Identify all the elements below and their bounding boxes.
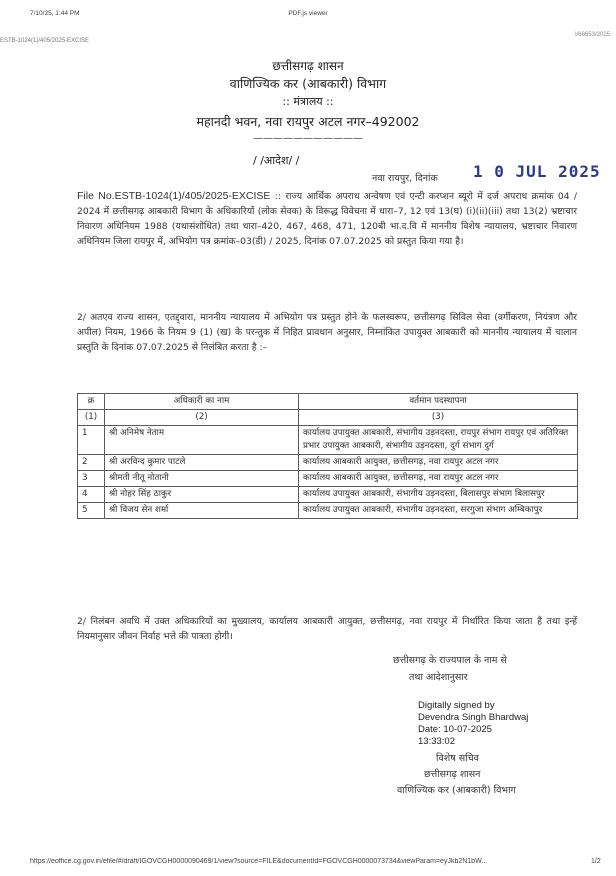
file-reference: ESTB-1024(1)/405/2025-EXCISE [0,38,90,44]
officers-table [77,393,578,519]
row-serial: 1 [78,426,105,455]
table-row [78,487,578,503]
table-row [78,426,578,455]
ministry-heading: :: मंत्रालय :: [282,95,334,108]
paragraph-1 [77,189,577,249]
date-stamp: 1 0 JUL 2025 [473,162,601,181]
colnum-3: (3) [299,410,578,426]
table-row [78,455,578,471]
table-row [78,503,578,519]
officer-posting: कार्यालय आबकारी आयुक्त, छत्तीसगढ़, नवा रायपुर अटल नगर [299,455,578,471]
order-title: / /आदेश/ / [253,154,300,167]
officer-posting: कार्यालय उपायुक्त आबकारी, संभागीय उड़नदस्ता, रायपुर संभाग रायपुर एवं अतिरिक्त प्रभार उपायुक्त आबकारी, संभागीय उड़नदस्ता, दुर्ग संभाग दुर्ग [299,426,578,455]
page-reference: I/68653/2025 [574,32,610,38]
paragraph-2: 2/ अतएव राज्य शासन, एतद्द्वारा, माननीय न्यायालय में अभियोग पत्र प्रस्तुत होने के फलस्वरूप, छत्तीसगढ़ सिविल सेवा (वर्गीकरण, नियंत्रण और अपील) नियम, 1966 के नियम 9 (1) (ख) के परन्तुक में निहित प्रावधान अनुसार, निम्नांकित उपायुक्त आबकारी को माननीय न्यायालय में चालान प्रस्तुति के दिनांक 07.07.2025 से निलंबित करता है :– [77,312,577,353]
page-counter: 1/2 [591,858,601,865]
row-serial: 3 [78,471,105,487]
heading-rule: ——————————— [253,133,363,144]
colnum-2: (2) [105,410,299,426]
officer-name: श्री विजय सेन शर्मा [105,503,299,519]
table-header-row [78,394,578,410]
officer-name: श्रीमती नीतू नोतानी [105,471,299,487]
signature-time: 13:33:02 [418,736,455,747]
department-heading: वाणिज्यिक कर (आबकारी) विभाग [229,76,387,91]
paragraph-3: 2/ निलंबन अवधि में उक्त अधिकारियों का मुख्यालय, कार्यालय आबकारी आयुक्त, छत्तीसगढ़, नवा रायपुर में निर्धारित किया जाता है तथा इन्हें नियमानुसार जीवन निर्वाह भत्ते की पात्रता होगी। [77,616,577,642]
table-row [78,471,578,487]
header-posting: वर्तमान पदस्थापना [299,394,578,410]
officer-posting: कार्यालय आबकारी आयुक्त, छत्तीसगढ़, नवा रायपुर अटल नगर [299,471,578,487]
govt-heading: छत्तीसगढ़ शासन [272,59,344,73]
table-colnum-row [78,410,578,426]
officer-name: श्री नोहर सिंह ठाकुर [105,487,299,503]
viewer-title: PDF.js viewer [288,10,328,17]
digital-signature [418,700,528,748]
officer-posting: कार्यालय उपायुक्त आबकारी, संभागीय उड़नदस्ता, सरगुजा संभाग अम्बिकापुर [299,503,578,519]
office-address: महानदी भवन, नवा रायपुर अटल नगर–492002 [196,114,420,129]
officer-name: श्री अरविन्द कुमार पाटले [105,455,299,471]
digital-signed-by: Digitally signed by [418,700,495,711]
place-date-label: नवा रायपुर, दिनांक [372,173,438,184]
row-serial: 4 [78,487,105,503]
order-authority-line: तथा आदेशानुसार [409,672,468,683]
paragraph-1-text: :: राज्य आर्थिक अपराध अन्वेषण एवं एन्टी करप्शन ब्यूरो में दर्ज अपराध क्रमांक 04 / 2024 में छत्तीसगढ़ आबकारी विभाग के अधिकारियों (लोक सेवक) के विरूद्ध विवेचना में धारा–7, 12 एवं 13(घ) (i)(ii)(iii) तथा 13(2) भ्रष्टाचार निवारण अधिनियम 1988 (यथासंशोधित) तथा धारा–420, 467, 468, 471, 120बी भा.द.वि में माननीय विशेष न्यायालय, भ्रष्टाचार निवारण अधिनियम जिला रायपुर में, अभियोग पत्र क्रमांक–03(डी) / 2025, दिनांक 07.07.2025 को प्रस्तुत किया गया है। [77,191,577,247]
officer-name: श्री अनिमेष नेताम [105,426,299,455]
row-serial: 2 [78,455,105,471]
footer-url[interactable]: https://eoffice.cg.gov.in/efile/#/draft/IGOVCGH0000090469/1/view?source=FILE&documentId=FGOVCGH0000073734&viewParam=eyJkb2N1bW... [30,858,488,865]
header-serial: क्र [78,394,105,410]
row-serial: 5 [78,503,105,519]
file-number: File No.ESTB-1024(1)/405/2025-EXCISE [77,190,271,202]
colnum-1: (1) [78,410,105,426]
header-officer-name: अधिकारी का नाम [105,394,299,410]
signature-date: Date: 10-07-2025 [418,724,492,735]
signature-dept: वाणिज्यिक कर (आबकारी) विभाग [397,785,516,796]
signer-name: Devendra Singh Bhardwaj [418,712,529,723]
signature-govt: छत्तीसगढ़ शासन [424,769,481,780]
designation: विशेष सचिव [436,753,479,764]
officer-posting: कार्यालय उपायुक्त आबकारी, संभागीय उड़नदस्ता, बिलासपुर संभाग बिलासपुर [299,487,578,503]
print-timestamp: 7/10/25, 1:44 PM [30,10,80,17]
governor-name-line: छत्तीसगढ़ के राज्यपाल के नाम से [393,655,507,666]
